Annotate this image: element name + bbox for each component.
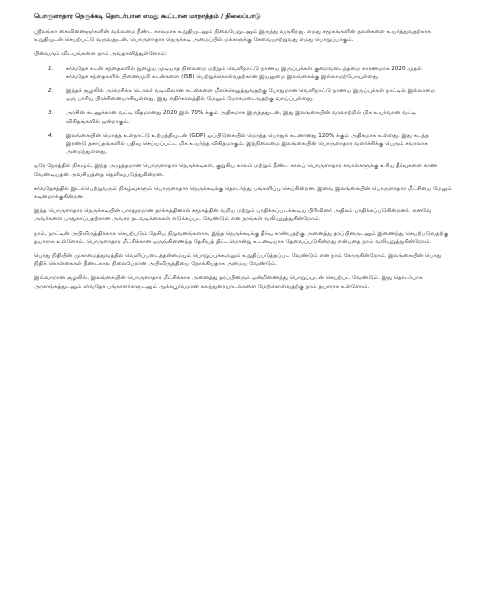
list-item bbox=[34, 87, 454, 103]
list-number: 2. bbox=[48, 88, 54, 95]
body-paragraph: இவ்வாறான சூழலில், இலங்கையின் பொருளாதார மீட்சிக்காக அனைத்து தரப்பினரும் ஒன்றிணைந்து பொறுப்புடன் செயற்பட வேண்டும். இது தொடர்பாக அரசாங்கத்துடனும் சர்வதேச பங்காளர்களுடனும் ஆக்கபூர்வமான கலந்துரையாடல்களை மேற்கொள்வதற்கு நாம் தயாராக உள்ளோம். bbox=[34, 275, 423, 290]
list-number: 4. bbox=[48, 132, 54, 139]
list-number: 3. bbox=[48, 110, 54, 117]
document-title: பொருளாதார நெருக்கடி தொடர்பான எமது கூட்டான மாநாத்தம் / நிலைப்பாடு bbox=[34, 12, 261, 20]
body-paragraph: ஒரே நேரத்தில் நிகழும், இந்த அழுத்தமான பொருளாதார நெருக்கடிகள், குறுகிய காலம் மற்றும் நீண்ட காலப் பொருளாதார சவால்களுக்கு உரிய தீர்வுகளை காண வேண்டியதன் அவசியத்தை தெளிவுபடுத்துகின்றன. bbox=[34, 163, 438, 178]
list-item bbox=[34, 65, 454, 81]
body-paragraph: சர்வதேசத்தில் இடம்பெற்றுவரும் நிகழ்வுகளும் பொருளாதார நெருக்கடிக்கு தொடர்ந்து பங்களிப்பு செய்கின்றன. இவை இலங்கையின் பொருளாதார மீட்சியை மேலும் கடினமாக்குகின்றன. bbox=[34, 185, 452, 201]
list-text: இலங்கையின் மொத்த உள்நாட்டு உற்பத்தியுடன் (GDP) ஒப்பிடுகையில் மொத்த பொதுக் கடனானது 120% க்கும் அதிகமாக உள்ளது. இது கடந்த இரண்டு தசாப்தங்களில் பதிவு செய்யப்பட்ட மிக உயர்ந்த விகிதமாகும். இந்நிலைமை இலங்கையின் பொருளாதார வளர்ச்சிக்கு பெரும் சவாலாக அமைந்துள்ளது. bbox=[66, 132, 429, 156]
intro-paragraph: ஸ்ரீலங்கா கைவினைஞர்களின் வல்லமை நீண்ட காலமாக உறுதியுடனும் நிலைபேறுடனும் இருந்து வருகிறது. எமது சமூகங்களின் நலன்களை உயர்த்துவதற்காக உறுதியுடன் செயற்பட்டு வருவதுடன், பொருளாதார நெருக்கடி அமைப்பில் மக்களுக்கு சேவையாற்றுவது எமது பொறுப்பாகும். bbox=[34, 29, 431, 44]
list-number: 1. bbox=[48, 65, 54, 72]
list-text: அரசின் கடனுக்கான வட்டி வீதமானது 2020 இல் 70% க்கும் அதிகமாக இருந்ததுடன், இது இலங்கையின் வரலாற்றில் மிக உயர்வான வட்டி விகிதங்களில் ஒன்றாகும். bbox=[66, 110, 417, 125]
list-item bbox=[34, 132, 454, 157]
body-paragraph: இந்த பொருளாதார நெருக்கடியின் பாரதூரமான தாக்கத்தினால் சமூகத்தின் வறிய மற்றும் பாதிக்கப்படக்கூடிய பிரிவினர் அதிகம் பாதிக்கப்படுகின்றனர். எனவே அவர்களை பாதுகாப்பதற்கான அவசர நடவடிக்கைகள் எடுக்கப்பட வேண்டும் என நாங்கள் வலியுறுத்துகின்றோம். bbox=[34, 208, 432, 223]
observations-list bbox=[34, 65, 454, 157]
list-text: இந்தச் சூழலில் அமெரிக்க டொலர் வடிவிலான கடன்களை மீளச்செலுத்துவதற்கு போதுமான வெளிநாட்டு நாணய இருப்புக்கள் நாட்டில் இல்லாமை ஒரு பாரிய பிரச்சினையாகியுள்ளது. இது எதிர்காலத்தில் மேலும் மோசமடைவதற்கு வாய்ப்புள்ளது. bbox=[66, 88, 436, 103]
lead-sentence: பின்வரும் விடயங்களை நாம் அவதானித்துள்ளோம்: bbox=[34, 51, 168, 58]
body-paragraph: நாம், நாட்டின் அபிவிருத்திக்காக செயற்படும் தேசிய நிறுவனங்களாக, இந்த நெருக்கடிக்கு தீர்வு காண்பதற்கு அனைத்து தரப்பினருடனும் இணைந்து செயற்படுவதற்கு தயாராக உள்ளோம். பொருளாதார மீட்சிக்கான ஒருங்கிணைந்த தேசியத் திட்டமொன்று உடனடியாக தேவைப்படுகின்றது என்பதை நாம் வலியுறுத்துகின்றோம். bbox=[34, 230, 449, 245]
list-item bbox=[34, 109, 454, 125]
list-text: சர்வதேச கடன் சந்தைகளில் நுழைய முடியாத நிலைமை மற்றும் வெளிநாட்டு நாணய இருப்புக்கள் குறைவடைந்தமை காரணமாக 2020 முதல் சர்வதேச சந்தைகளில் பிணைமுறி கடன்களை (ISB) பெற்றுக்கொள்வதற்கான இயலுமை இலங்கைக்கு இல்லாமற்போயுள்ளது. bbox=[66, 65, 422, 80]
body-paragraph: பொது நிதியின் முகாமைத்துவத்தில் வெளிப்படைத்தன்மையும் பொறுப்புக்கூறலும் உறுதிப்படுத்தப்பட வேண்டும் என நாம் கோருகின்றோம். இலங்கையின் பொது நிதிக் கொள்கைகள் நீண்டகால நிலைபேறான அபிவிருத்தியை நோக்கியதாக அமைய வேண்டும். bbox=[34, 253, 442, 268]
